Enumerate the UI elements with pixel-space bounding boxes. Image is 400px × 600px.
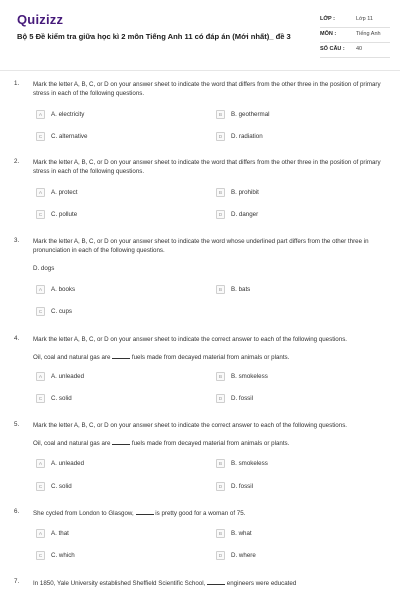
option-label: B. what	[231, 530, 252, 537]
option-label: A. electricity	[51, 111, 85, 118]
answer-blank	[207, 578, 225, 585]
sentence-before: In 1850, Yale University established Sheffield Scientific School,	[33, 580, 206, 587]
sentence-before: She cycled from London to Glasgow,	[33, 510, 134, 517]
meta-value: 40	[356, 46, 363, 52]
option-letter-box: D	[216, 210, 225, 219]
sentence-after: fuels made from decayed material from animals or plants.	[131, 440, 290, 447]
option-label: C. cups	[51, 308, 72, 315]
option-label: B. bats	[231, 286, 251, 293]
question-number: 7.	[14, 578, 20, 585]
question-number: 3.	[14, 237, 20, 244]
option-label: C. solid	[51, 395, 72, 402]
question-sentence	[33, 578, 393, 588]
sentence-before: Oil, coal and natural gas are	[33, 440, 111, 447]
question-sentence	[33, 508, 393, 518]
question-number: 4.	[14, 335, 20, 342]
answer-blank	[112, 438, 130, 445]
question-sentence	[33, 438, 393, 447]
meta-row-count	[320, 43, 390, 58]
option-label: D. fossil	[231, 483, 254, 490]
answer-blank	[112, 352, 130, 359]
document-title: Bộ 5 Đề kiểm tra giữa học kì 2 môn Tiếng Anh 11 có đáp án (Mới nhất)_ đề 3	[17, 32, 291, 41]
option-letter-box: D	[216, 482, 225, 491]
question-text: Mark the letter A, B, C, or D on your answer sheet to indicate the correct answer to each of the following questions.	[33, 336, 348, 343]
option-label: B. smokeless	[231, 460, 268, 467]
question-text: Mark the letter A, B, C, or D on your answer sheet to indicate the word that differs from the other three in the position of primary stress in each of the following questions.	[33, 81, 381, 98]
option-letter-box: C	[36, 307, 45, 316]
meta-key: MÔN :	[320, 31, 337, 37]
option-letter-box: C	[36, 394, 45, 403]
option-letter-box: C	[36, 482, 45, 491]
answer-blank	[136, 508, 154, 515]
option-letter-box: D	[216, 551, 225, 560]
option-label: A. protect	[51, 189, 78, 196]
question-text: Mark the letter A, B, C, or D on your answer sheet to indicate the correct answer to each of the following questions.	[33, 422, 348, 429]
option-letter-box: C	[36, 551, 45, 560]
option-letter-box: C	[36, 132, 45, 141]
option-letter-box: A	[36, 188, 45, 197]
question-number: 2.	[14, 158, 20, 165]
option-label: D. radiation	[231, 133, 263, 140]
option-label: C. which	[51, 552, 75, 559]
question-number: 6.	[14, 508, 20, 515]
option-letter-box: B	[216, 285, 225, 294]
meta-value: Lớp 11	[356, 16, 373, 22]
option-label: C. pollute	[51, 211, 78, 218]
option-letter-box: A	[36, 372, 45, 381]
option-label: D. fossil	[231, 395, 254, 402]
option-label: A. unleaded	[51, 373, 85, 380]
option-letter-box: B	[216, 372, 225, 381]
question-text: Mark the letter A, B, C, or D on your answer sheet to indicate the word whose underlined part differs from the other three in pronunciation in each of the following questions.	[33, 238, 369, 255]
meta-row-class	[320, 13, 390, 28]
question-number: 1.	[14, 80, 20, 87]
option-label: A. books	[51, 286, 76, 293]
question-extra: D. dogs	[33, 265, 55, 272]
option-letter-box: A	[36, 110, 45, 119]
sentence-after: engineers were educated	[226, 580, 297, 587]
option-letter-box: C	[36, 210, 45, 219]
meta-table	[320, 13, 390, 58]
sentence-before: Oil, coal and natural gas are	[33, 354, 111, 361]
option-label: D. danger	[231, 211, 259, 218]
option-label: B. smokeless	[231, 373, 268, 380]
quizizz-logo: Quizizz	[17, 12, 64, 27]
question-number: 5.	[14, 421, 20, 428]
option-letter-box: B	[216, 459, 225, 468]
meta-value: Tiếng Anh	[356, 31, 381, 37]
option-letter-box: A	[36, 459, 45, 468]
option-label: D. where	[231, 552, 256, 559]
meta-key: SỐ CÂU :	[320, 46, 345, 52]
option-letter-box: B	[216, 529, 225, 538]
option-letter-box: A	[36, 529, 45, 538]
option-label: B. prohibit	[231, 189, 259, 196]
option-label: C. solid	[51, 483, 72, 490]
header-divider	[0, 70, 400, 71]
option-letter-box: A	[36, 285, 45, 294]
question-text: Mark the letter A, B, C, or D on your answer sheet to indicate the word that differs from the other three in the position of primary stress in each of the following questions.	[33, 159, 381, 176]
meta-key: LỚP :	[320, 16, 335, 22]
document-header	[0, 0, 400, 64]
meta-row-subject	[320, 28, 390, 43]
option-label: A. unleaded	[51, 460, 85, 467]
option-label: A. that	[51, 530, 69, 537]
option-letter-box: D	[216, 394, 225, 403]
sentence-after: is pretty good for a woman of 75.	[155, 510, 246, 517]
question-sentence	[33, 352, 393, 361]
sentence-after: fuels made from decayed material from animals or plants.	[131, 354, 290, 361]
option-label: C. alternative	[51, 133, 88, 140]
option-letter-box: B	[216, 110, 225, 119]
option-label: B. geothermal	[231, 111, 270, 118]
option-letter-box: B	[216, 188, 225, 197]
option-letter-box: D	[216, 132, 225, 141]
